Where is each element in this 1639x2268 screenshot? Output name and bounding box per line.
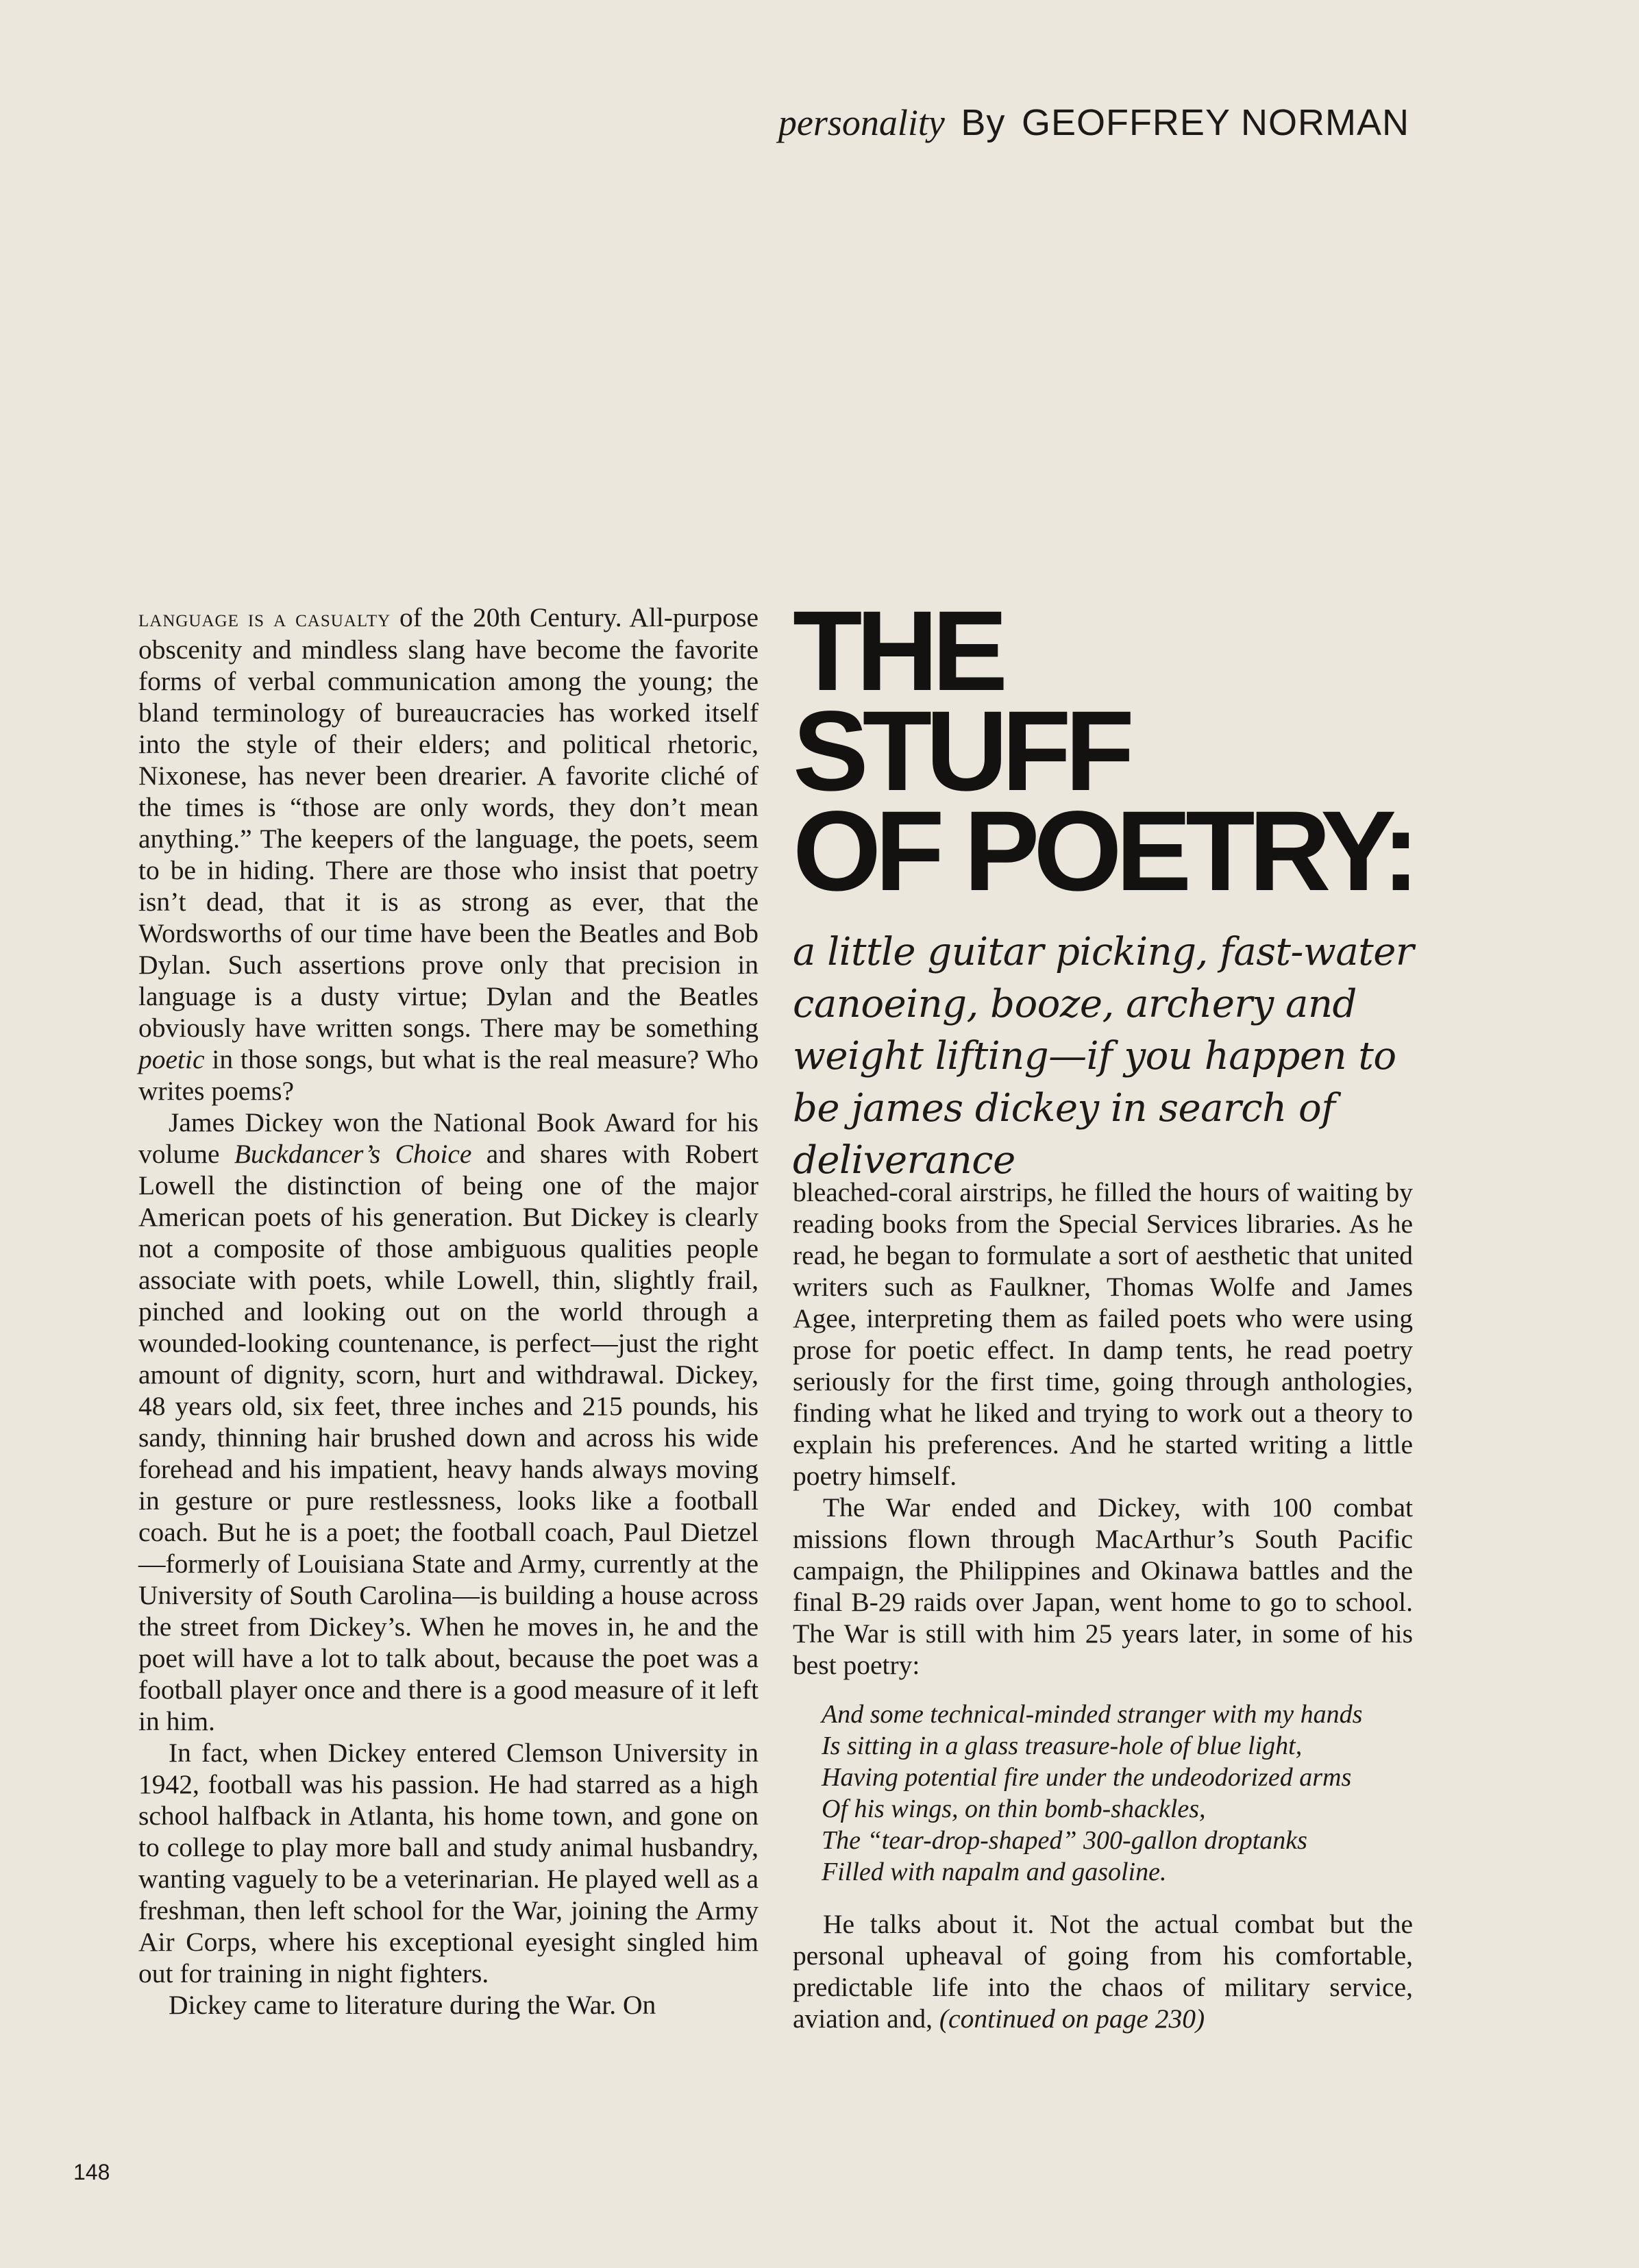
poem-line: Filled with napalm and gasoline. [822,1858,1167,1886]
paragraph-2 [138,1107,759,1737]
poem-line: The “tear-drop-shaped” 300-gallon droptanks [822,1826,1307,1855]
article-deck: a little guitar picking, fast-water canoeing, booze, archery and weight lifting—if you happen to be james dickey in search of deliverance [793,930,1414,1183]
poem-line: And some technical-minded stranger with my hands [822,1700,1363,1729]
book-title: Buckdancer’s Choice [234,1139,472,1169]
paragraph-1 [138,602,759,1107]
poem-line: Of his wings, on thin bomb-shackles, [822,1795,1206,1823]
paragraph-2-text-a: James Dickey won the National Book Award for his volume [138,1107,759,1169]
article-headline [793,588,1478,915]
page-number: 148 [73,2160,110,2184]
lead-in: language is a casualty [138,604,391,632]
paragraph-6: The War ended and Dickey, with 100 combat missions flown through MacArthur’s South Pacific campaign, the Philippines and Okinawa battles and the final B-29 raids over Japan, went home to go to school. The War is still with him 25 years later, in some of his best poetry: [793,1492,1413,1680]
byline [778,101,1409,144]
article-column-left [138,602,759,2021]
headline-line-2: STUFF [793,688,1129,815]
paragraph-7 [793,1908,1413,2034]
author-name: GEOFFREY NORMAN [1021,102,1409,143]
paragraph-2-text-b: and shares with Robert Lowell the distinction of being one of the major American poets of his generation. But Dickey is clearly not a composite of those ambiguous qualities people associate with poets, while Lowell, thin, slightly frail, pinched and looking out on the world through a wounded-looking countenance, is perfect—just the right amount of dignity, scorn, hurt and withdrawal. Dickey, 48 years old, six feet, three inches and 215 pounds, his sandy, thinning hair brushed down and across his wide forehead and his impatient, heavy hands always moving in gesture or pure restlessness, looks like a football coach. But he is a poet; the football coach, Paul Dietzel—formerly of Louisiana State and Army, currently at the University of South Carolina—is building a house across the street from Dickey’s. When he moves in, he and the poet will have a lot to talk about, because the poet was a football player once and there is a good measure of it left in him. [138,1139,759,1736]
poem-excerpt [822,1699,1413,1888]
article-column-right [793,1176,1413,2034]
poem-line: Is sitting in a glass treasure-hole of blue light, [822,1731,1303,1760]
paragraph-4: Dickey came to literature during the War. On [169,1990,656,2020]
headline-line-3: OF POETRY: [793,788,1414,915]
paragraph-1-text: of the 20th Century. All-purpose obscenity and mindless slang have become the favorite forms of verbal communication among the young; the bland terminology of bureaucracies has worked itself into the style of their elders; and political rhetoric, Nixonese, has never been drearier. A favorite cliché of the times is “those are only words, they don’t mean anything.” The keepers of the language, the poets, seem to be in hiding. There are those who insist that poetry isn’t dead, that it is as strong as ever, that the Wordsworths of our time have been the Beatles and Bob Dylan. Such assertions prove only that precision in language is a dusty virtue; Dylan and the Beatles obviously have written songs. There may be something [138,602,759,1043]
paragraph-3: In fact, when Dickey entered Clemson University in 1942, football was his passion. He had starred as a high school halfback in Atlanta, his home town, and gone on to college to play more ball and study animal husbandry, wanting vaguely to be a veterinarian. He played well as a freshman, then left school for the War, joining the Army Air Corps, where his exceptional eyesight singled him out for training in night fighters. [138,1738,759,1988]
headline-line-1: THE [793,588,1002,715]
byline-prefix: By [961,102,1006,143]
continued-note: (continued on page 230) [939,2004,1205,2034]
paragraph-7-text: He talks about it. Not the actual combat but the personal upheaval of going from his comfortable, predictable life into the chaos of military service, aviation and, [793,1909,1413,2034]
section-rubric: personality [778,102,945,143]
paragraph-5: bleached-coral airstrips, he filled the hours of waiting by reading books from the Special Services libraries. As he read, he began to formulate a sort of aesthetic that united writers such as Faulkner, Thomas Wolfe and James Agee, interpreting them as failed poets who were using prose for poetic effect. In damp tents, he read poetry seriously for the first time, going through anthologies, finding what he liked and trying to work out a theory to explain his preferences. And he started writing a little poetry himself. [793,1177,1413,1491]
paragraph-1-emphasis: poetic [138,1044,205,1074]
paragraph-1-end: in those songs, but what is the real measure? Who writes poems? [138,1044,759,1106]
poem-line: Having potential fire under the undeodorized arms [822,1763,1352,1792]
